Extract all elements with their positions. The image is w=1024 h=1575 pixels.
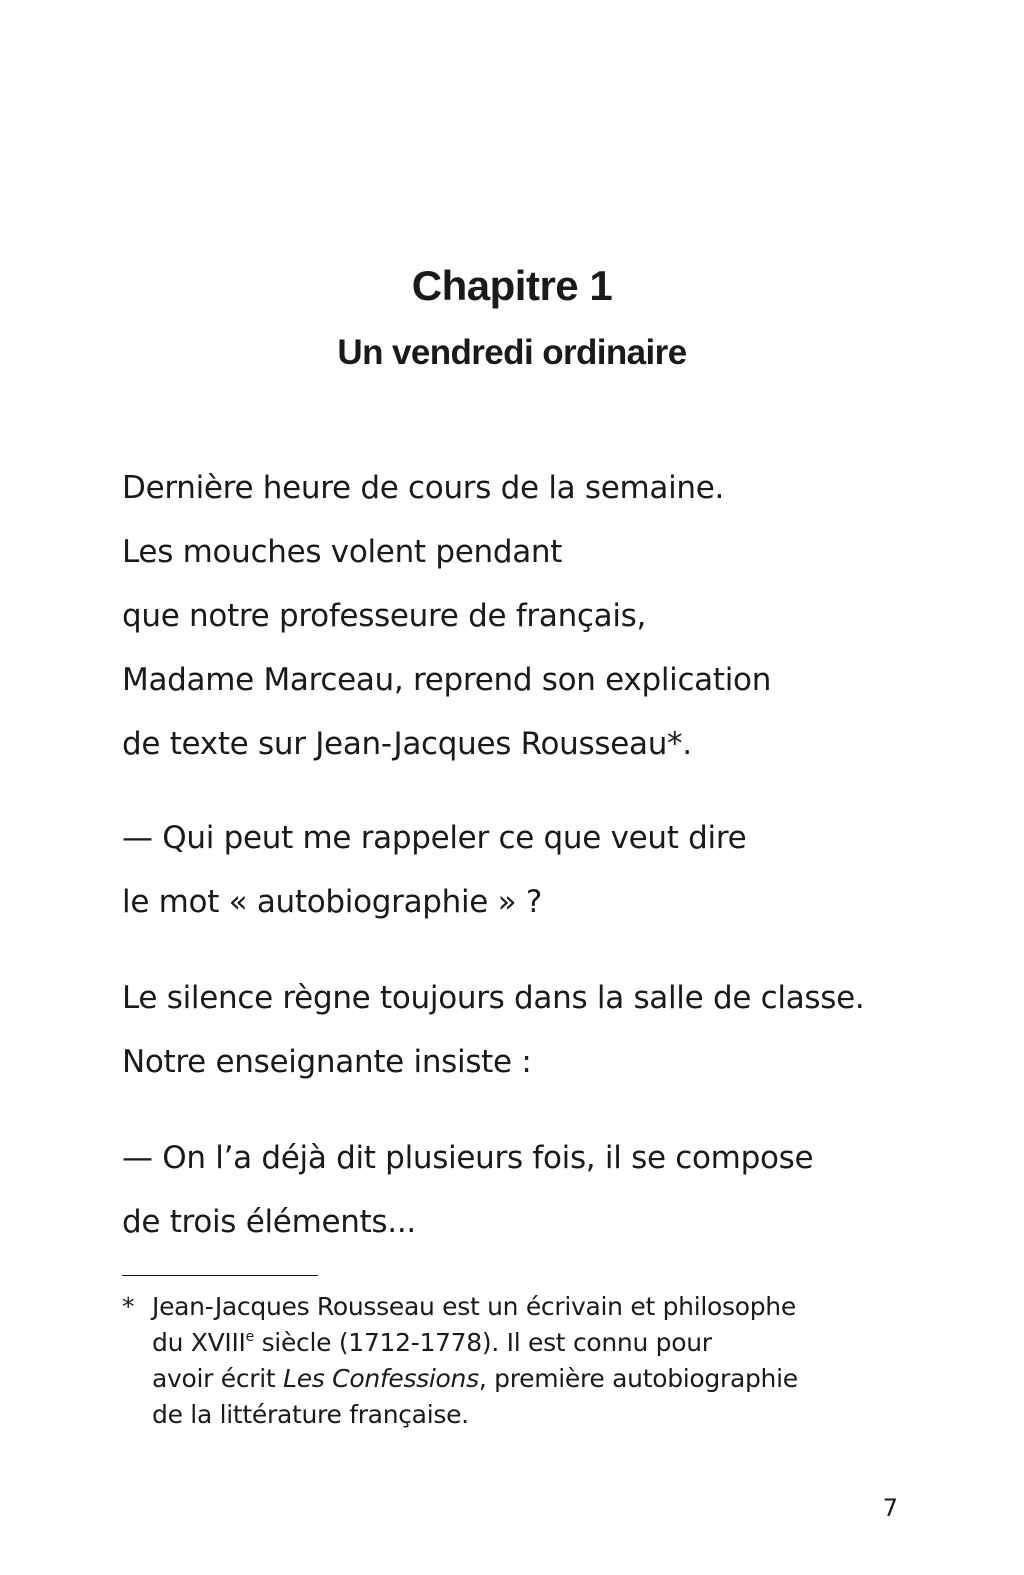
page-number: 7 [882, 1494, 898, 1522]
text-line: — Qui peut me rappeler ce que veut dire [122, 820, 747, 856]
book-title: Les Confessions [283, 1364, 479, 1393]
footnote-line: Jean-Jacques Rousseau est un écrivain et philosophe [152, 1292, 796, 1321]
footnote-marker: * [122, 1292, 135, 1321]
footnote-text-segment: avoir écrit [152, 1364, 284, 1393]
text-line: Les mouches volent pendant [122, 534, 563, 570]
chapter-title: Chapitre 1 [411, 262, 613, 309]
text-line: — On l’a déjà dit plusieurs fois, il se compose [122, 1140, 814, 1176]
superscript: e [245, 1329, 254, 1345]
text-line: Madame Marceau, reprend son explication [122, 662, 772, 698]
text-line: Dernière heure de cours de la semaine. [122, 470, 725, 506]
paragraph-3 [122, 966, 922, 1094]
footnote-line [152, 1325, 912, 1361]
text-line: Notre enseignante insiste : [122, 1044, 532, 1080]
text-line: Le silence règne toujours dans la salle de classe. [122, 980, 865, 1016]
text-line: que notre professeure de français, [122, 598, 647, 634]
text-line: de trois éléments... [122, 1204, 416, 1240]
footnote-line: de la littérature française. [152, 1400, 469, 1429]
footnote-line [152, 1361, 912, 1397]
footnote-text-segment: , première autobiographie [478, 1364, 798, 1393]
footnote-text [152, 1289, 912, 1433]
paragraph-2 [122, 806, 922, 934]
footnote-text-segment: siècle (1712-1778). Il est connu pour [253, 1328, 712, 1357]
chapter-subtitle: Un vendredi ordinaire [337, 333, 687, 372]
text-line: le mot « autobiographie » ? [122, 884, 543, 920]
paragraph-1 [122, 456, 922, 776]
footnote-divider [122, 1275, 318, 1276]
paragraph-4 [122, 1126, 922, 1254]
text-line: de texte sur Jean-Jacques Rousseau*. [122, 726, 692, 762]
footnote-text-segment: du XVIII [152, 1328, 246, 1357]
